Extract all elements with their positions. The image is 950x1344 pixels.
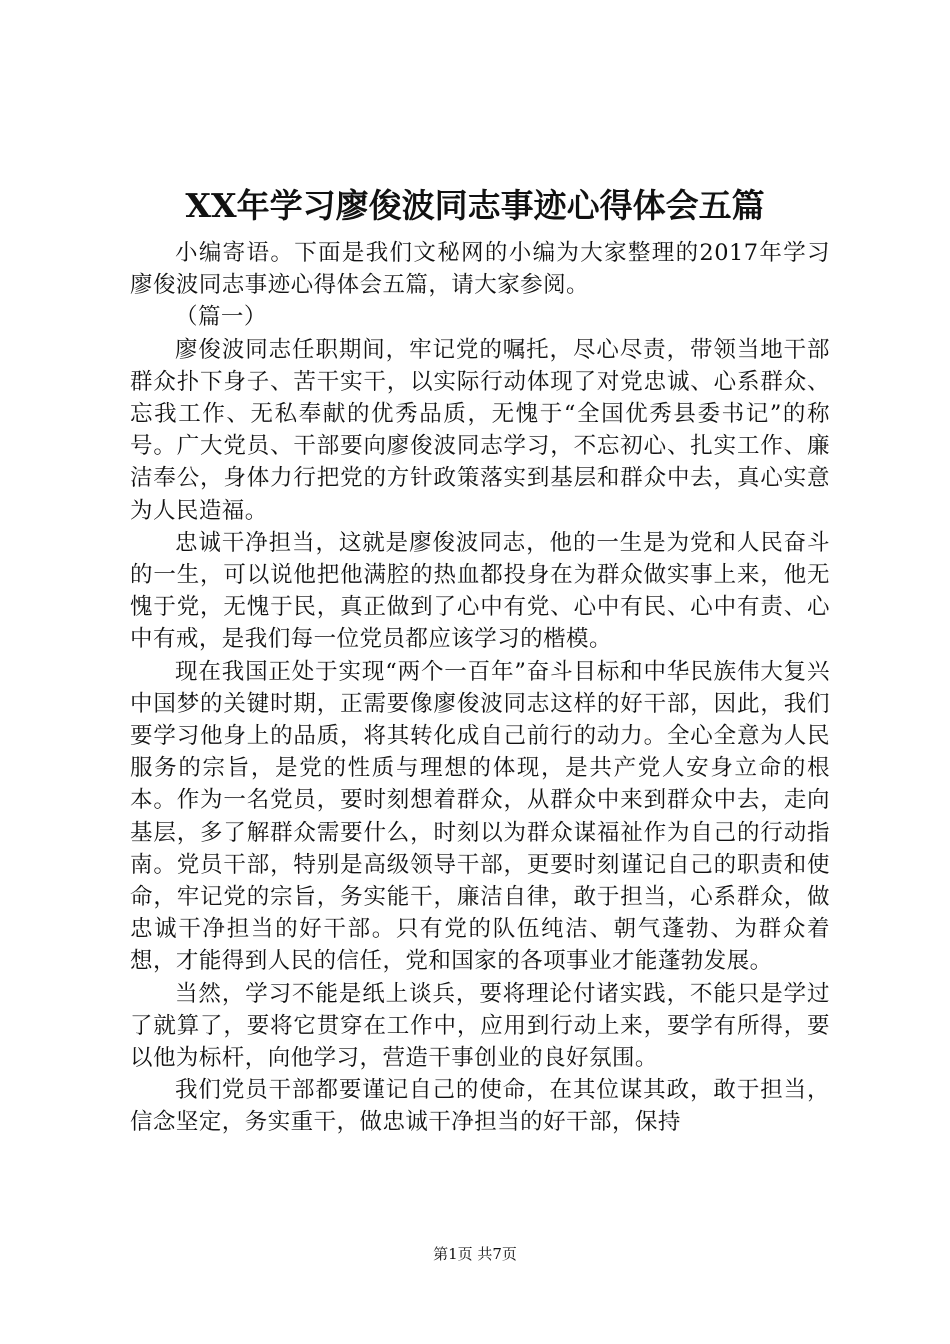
- paragraph-4: 当然，学习不能是纸上谈兵，要将理论付诸实践，不能只是学过了就算了，要将它贯穿在工作中，应用到行动上来，要学有所得，要以他为标杆，向他学习，营造干事创业的良好氛围。: [130, 980, 830, 1072]
- paragraph-1: 廖俊波同志任职期间，牢记党的嘱托，尽心尽责，带领当地干部群众扑下身子、苦干实干，以实际行动体现了对党忠诚、心系群众、忘我工作、无私奉献的优秀品质，无愧于“全国优秀县委书记”的称号。广大党员、干部要向廖俊波同志学习，不忘初心、扎实工作、廉洁奉公，身体力行把党的方针政策落实到基层和群众中去，真心实意为人民造福。: [130, 336, 830, 524]
- document-body: [130, 237, 830, 1139]
- document-title: XX年学习廖俊波同志事迹心得体会五篇: [185, 186, 765, 225]
- page-footer: 第1页 共7页: [433, 1245, 517, 1263]
- section-heading: （篇一）: [175, 304, 267, 331]
- paragraph-intro: 小编寄语。下面是我们文秘网的小编为大家整理的2017年学习廖俊波同志事迹心得体会五篇，请大家参阅。: [130, 240, 830, 299]
- paragraph-3: 现在我国正处于实现“两个一百年”奋斗目标和中华民族伟大复兴中国梦的关键时期，正需要像廖俊波同志这样的好干部，因此，我们要学习他身上的品质，将其转化成自己前行的动力。全心全意为人民服务的宗旨，是党的性质与理想的体现，是共产党人安身立命的根本。作为一名党员，要时刻想着群众，从群众中来到群众中去，走向基层，多了解群众需要什么，时刻以为群众谋福祉作为自己的行动指南。党员干部，特别是高级领导干部，更要时刻谨记自己的职责和使命，牢记党的宗旨，务实能干，廉洁自律，敢于担当，心系群众，做忠诚干净担当的好干部。只有党的队伍纯洁、朝气蓬勃、为群众着想，才能得到人民的信任，党和国家的各项事业才能蓬勃发展。: [130, 658, 830, 975]
- paragraph-5: 我们党员干部都要谨记自己的使命，在其位谋其政，敢于担当，信念坚定，务实重干，做忠诚干净担当的好干部，保持: [130, 1077, 830, 1136]
- paragraph-2: 忠诚干净担当，这就是廖俊波同志，他的一生是为党和人民奋斗的一生，可以说他把他满腔的热血都投身在为群众做实事上来，他无愧于党，无愧于民，真正做到了心中有党、心中有民、心中有责、心中有戒，是我们每一位党员都应该学习的楷模。: [130, 529, 830, 653]
